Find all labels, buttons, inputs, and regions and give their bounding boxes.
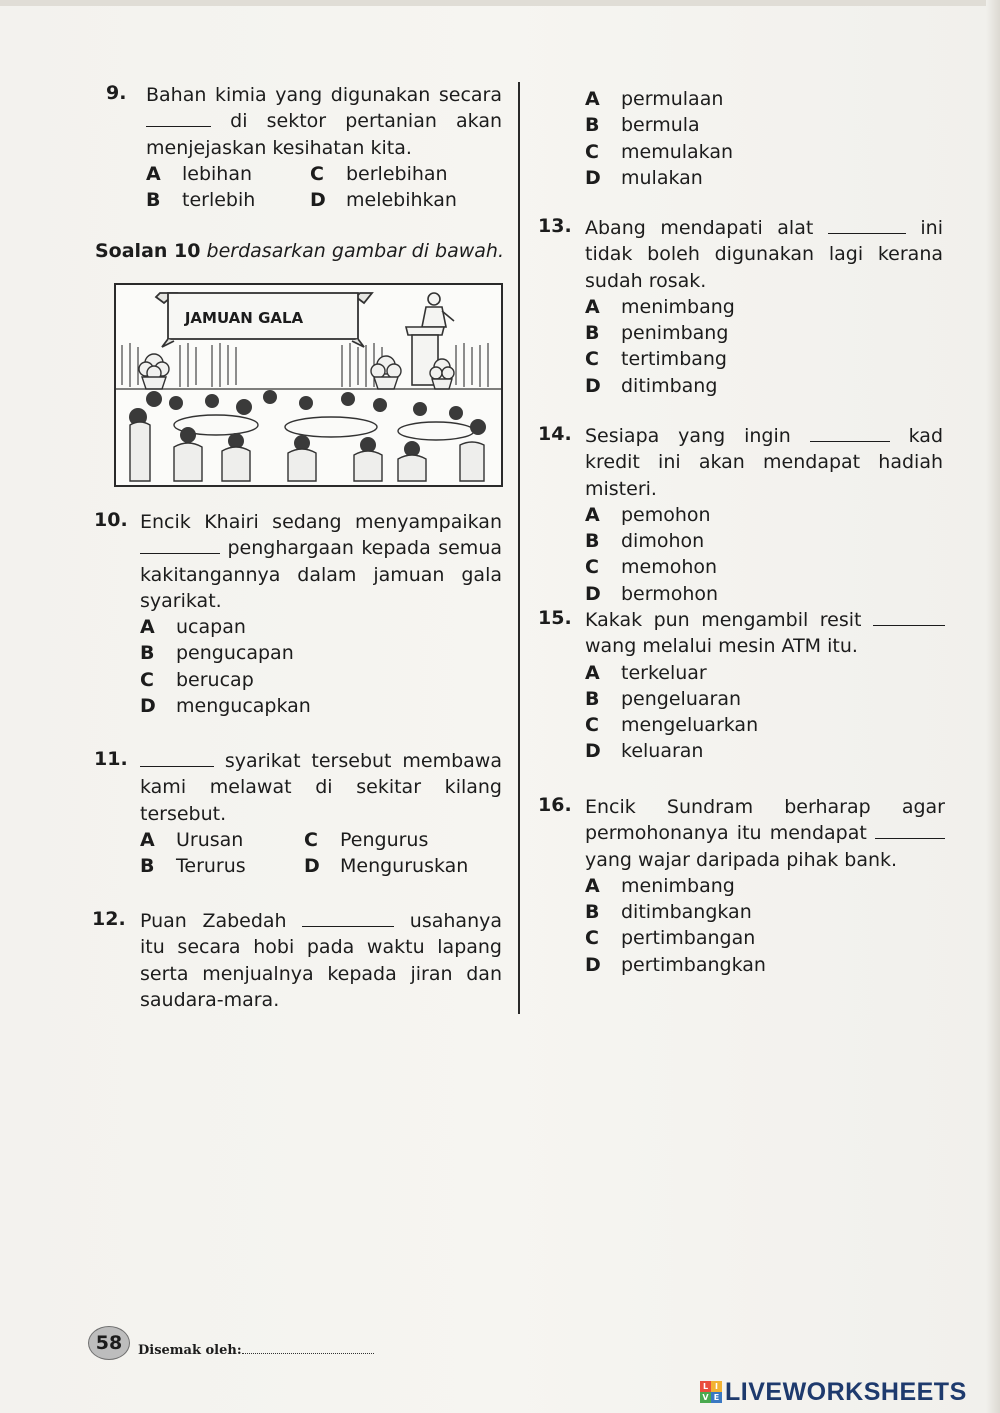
question-14-blank[interactable]: [810, 425, 890, 442]
question-13-blank[interactable]: [828, 217, 906, 234]
option-9a[interactable]: A lebihan: [146, 162, 253, 185]
question-10-blank[interactable]: [140, 537, 220, 554]
option-13a[interactable]: A menimbang: [585, 295, 735, 318]
column-divider: [518, 82, 520, 1014]
option-11d[interactable]: D Menguruskan: [304, 854, 469, 877]
question-13: [585, 215, 943, 399]
liveworksheets-brand-text: LIVEWORKSHEETS: [725, 1377, 967, 1406]
option-9b[interactable]: B terlebih: [146, 188, 256, 211]
option-10d[interactable]: D mengucapkan: [140, 695, 311, 718]
question-15-number: 15.: [538, 607, 572, 629]
option-10a[interactable]: A ucapan: [140, 616, 246, 639]
question-9: [146, 82, 502, 213]
section-intro: [95, 240, 504, 262]
question-10: [140, 509, 502, 719]
banquet-speech-illustration-icon: [116, 285, 501, 485]
question-13-number: 13.: [538, 215, 572, 237]
question-12-text: [140, 908, 502, 1013]
option-16d[interactable]: D pertimbangkan: [585, 953, 766, 976]
option-9c[interactable]: C berlebihan: [310, 162, 448, 185]
option-10c[interactable]: C berucap: [140, 668, 254, 691]
question-16-text-after: yang wajar daripada pihak bank.: [585, 848, 898, 871]
option-9d[interactable]: D melebihkan: [310, 188, 457, 211]
question-11-options: [140, 827, 502, 879]
option-16a[interactable]: A menimbang: [585, 874, 735, 897]
option-11a[interactable]: A Urusan: [140, 828, 244, 851]
option-15b[interactable]: B pengeluaran: [585, 687, 742, 710]
question-13-options: [585, 294, 943, 399]
question-16-options: [585, 873, 945, 978]
checked-by-signature-line[interactable]: [242, 1344, 374, 1354]
option-15a[interactable]: A terkeluar: [585, 661, 707, 684]
question-15-text-after: wang melalui mesin ATM itu.: [585, 635, 858, 658]
option-12c[interactable]: C memulakan: [585, 140, 734, 163]
question-14-options: [585, 502, 943, 607]
question-9-text: [146, 82, 502, 161]
question-12-options: [585, 86, 925, 191]
option-16c[interactable]: C pertimbangan: [585, 927, 756, 950]
question-14-number: 14.: [538, 423, 572, 445]
question-15-text-before: Kakak pun mengambil resit: [585, 609, 862, 631]
option-13b[interactable]: B penimbang: [585, 322, 729, 345]
page-right-edge: [986, 0, 1000, 1413]
option-13c[interactable]: C tertimbang: [585, 348, 727, 371]
question-14: [585, 423, 943, 607]
question-12-text-before: Puan Zabedah: [140, 910, 287, 932]
option-14a[interactable]: A pemohon: [585, 503, 711, 526]
option-11c[interactable]: C Pengurus: [304, 828, 429, 851]
checked-by-line: [138, 1343, 374, 1358]
question-10-text-before: Encik Khairi sedang menyampaikan: [140, 511, 502, 533]
option-16b[interactable]: B ditimbangkan: [585, 901, 752, 924]
question-15-text: [585, 607, 945, 660]
question-15-options: [585, 660, 945, 765]
banquet-illustration: [114, 283, 503, 487]
question-9-text-after: di sektor pertanian akan menjejaskan kesihatan kita.: [146, 110, 503, 159]
question-15: [585, 607, 945, 765]
section-intro-bold: Soalan 10: [95, 240, 201, 262]
option-14d[interactable]: D bermohon: [585, 582, 719, 605]
liveworksheets-logo-icon: L I V E: [700, 1381, 722, 1403]
option-12a[interactable]: A permulaan: [585, 88, 724, 110]
option-10b[interactable]: B pengucapan: [140, 642, 294, 665]
question-9-blank[interactable]: [146, 110, 211, 127]
question-11-text-after: syarikat tersebut membawa kami melawat di sekitar kilang tersebut.: [140, 750, 502, 825]
question-9-number: 9.: [106, 82, 127, 104]
question-10-text: [140, 509, 502, 614]
option-14c[interactable]: C memohon: [585, 556, 718, 579]
question-14-text-before: Sesiapa yang ingin: [585, 425, 791, 447]
question-14-text: [585, 423, 943, 502]
question-11: [140, 748, 502, 879]
question-11-number: 11.: [94, 748, 128, 770]
liveworksheets-watermark: [700, 1377, 967, 1407]
question-10-options: [140, 614, 502, 719]
section-intro-italic: berdasarkan gambar di bawah.: [206, 240, 504, 262]
option-15d[interactable]: D keluaran: [585, 740, 704, 763]
question-13-text: [585, 215, 943, 294]
option-11b[interactable]: B Terurus: [140, 854, 246, 877]
question-11-text: [140, 748, 502, 827]
question-10-text-after: penghargaan kepada semua kakitangannya dalam jamuan gala syarikat.: [140, 537, 502, 612]
question-12-blank[interactable]: [302, 910, 394, 927]
question-16-text: [585, 794, 945, 873]
option-12d[interactable]: D mulakan: [585, 166, 703, 189]
page-top-edge: [0, 0, 1000, 6]
question-16: [585, 794, 945, 978]
question-16-text-before: Encik Sundram berharap agar permohonanya itu mendapat: [585, 796, 945, 845]
question-12: [140, 908, 502, 1013]
banner-text: JAMUAN GALA: [184, 309, 304, 327]
option-14b[interactable]: B dimohon: [585, 530, 705, 553]
question-13-text-after: ini tidak boleh digunakan lagi kerana sudah rosak.: [585, 217, 943, 292]
question-16-blank[interactable]: [875, 822, 945, 839]
question-9-options: [146, 161, 502, 213]
question-10-number: 10.: [94, 509, 128, 531]
option-13d[interactable]: D ditimbang: [585, 374, 718, 397]
question-12-number: 12.: [92, 908, 126, 930]
question-13-text-before: Abang mendapati alat: [585, 217, 814, 239]
checked-by-label: Disemak oleh:: [138, 1343, 242, 1358]
question-9-text-before: Bahan kimia yang digunakan secara: [146, 84, 502, 106]
question-15-blank[interactable]: [873, 609, 945, 626]
option-12b[interactable]: B bermula: [585, 114, 700, 137]
page-number: 58: [88, 1326, 130, 1360]
question-12-text-after: usahanya itu secara hobi pada waktu lapang serta menjualnya kepada jiran dan saudara-mara.: [140, 910, 502, 1011]
question-16-number: 16.: [538, 794, 572, 816]
option-15c[interactable]: C mengeluarkan: [585, 714, 759, 737]
question-11-blank[interactable]: [140, 750, 214, 767]
question-14-text-after: kad kredit ini akan mendapat hadiah misteri.: [585, 425, 944, 500]
